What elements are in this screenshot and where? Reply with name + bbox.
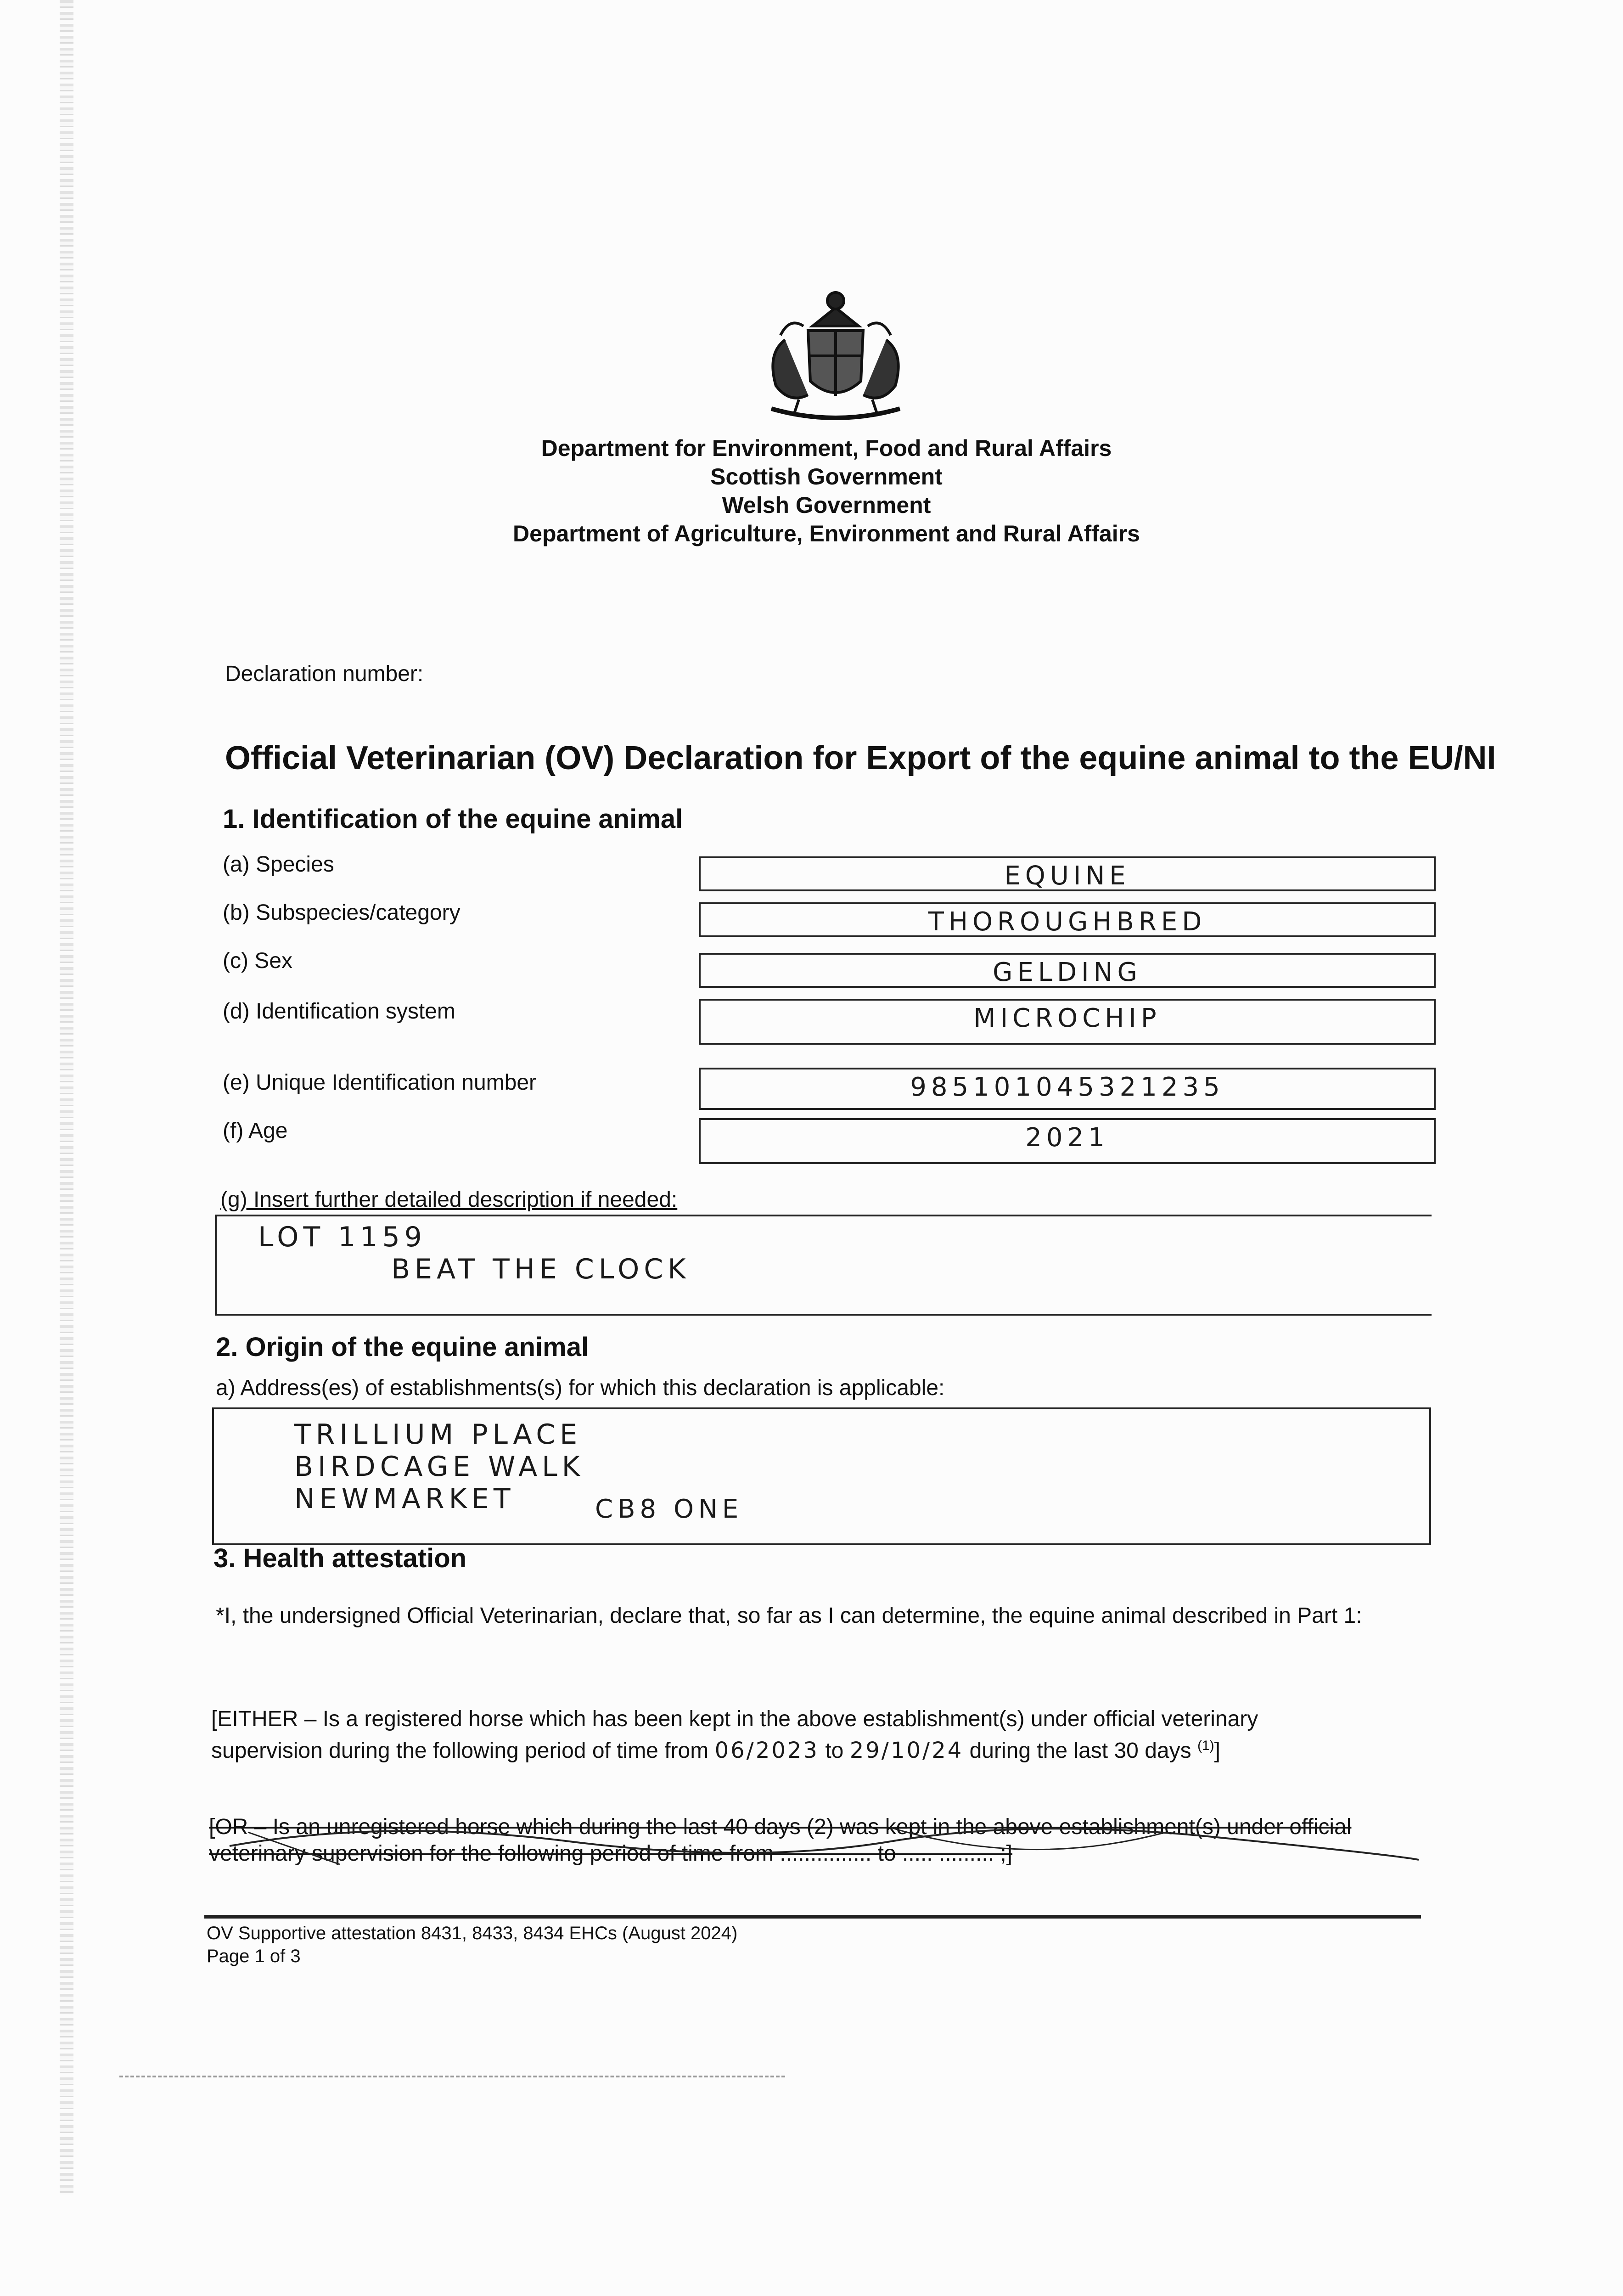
identification-system-label: (d) Identification system bbox=[223, 999, 455, 1024]
either-clause bbox=[211, 1706, 1432, 1764]
declaration-number-label: Declaration number: bbox=[225, 662, 424, 686]
identification-system-field[interactable] bbox=[699, 999, 1436, 1045]
authority-line: Scottish Government bbox=[710, 464, 943, 490]
section-1-heading: 1. Identification of the equine animal bbox=[223, 804, 683, 834]
scan-edge-artifact bbox=[60, 0, 73, 2195]
species-label: (a) Species bbox=[223, 852, 334, 877]
royal-coat-of-arms-logo bbox=[744, 276, 927, 432]
further-description-line: LOT 1159 bbox=[258, 1221, 427, 1253]
species-value: EQUINE bbox=[1004, 861, 1130, 891]
unique-id-value: 985101045321235 bbox=[910, 1072, 1224, 1102]
section-2-heading: 2. Origin of the equine animal bbox=[216, 1332, 589, 1362]
authority-line: Department for Environment, Food and Rural Affairs bbox=[541, 435, 1112, 461]
age-label: (f) Age bbox=[223, 1119, 288, 1143]
period-from-date[interactable]: 06/2023 bbox=[714, 1738, 819, 1763]
footer-rule bbox=[204, 1915, 1421, 1919]
subspecies-field[interactable] bbox=[699, 902, 1436, 937]
footer bbox=[207, 1922, 737, 1968]
address-box[interactable] bbox=[212, 1407, 1431, 1545]
either-clause-line: [EITHER – Is a registered horse which has been kept in the above establishment(s) under official veterinary bbox=[211, 1707, 1258, 1731]
either-clause-line bbox=[211, 1733, 1432, 1764]
issuing-authorities bbox=[413, 434, 1240, 548]
age-value: 2021 bbox=[1025, 1123, 1109, 1153]
address-line: NEWMARKET bbox=[294, 1483, 515, 1515]
address-line: CB8 ONE bbox=[595, 1494, 743, 1524]
sex-value: GELDING bbox=[993, 957, 1142, 987]
page-number: Page 1 of 3 bbox=[207, 1946, 301, 1966]
section-3-heading: 3. Health attestation bbox=[213, 1543, 467, 1573]
footer-attestation-ref: OV Supportive attestation 8431, 8433, 8434 EHCs (August 2024) bbox=[207, 1923, 738, 1943]
further-description-box[interactable] bbox=[215, 1215, 1432, 1316]
identification-system-value: MICROCHIP bbox=[973, 1003, 1161, 1033]
to-word: to bbox=[825, 1739, 844, 1763]
sex-field[interactable] bbox=[699, 953, 1436, 988]
either-close-bracket: ] bbox=[1214, 1739, 1220, 1763]
subspecies-label: (b) Subspecies/category bbox=[223, 900, 461, 925]
further-description-label: (g) Insert further detailed description if needed: bbox=[220, 1187, 678, 1212]
subspecies-value: THOROUGHBRED bbox=[928, 907, 1207, 937]
age-field[interactable] bbox=[699, 1118, 1436, 1164]
scan-artifact-dashes bbox=[119, 2076, 785, 2079]
or-clause-line: veterinary supervision for the following period of time from ............... to ..... ......... ;] bbox=[209, 1841, 1013, 1866]
sex-label: (c) Sex bbox=[223, 949, 293, 973]
unique-id-label: (e) Unique Identification number bbox=[223, 1070, 537, 1095]
further-description-line: BEAT THE CLOCK bbox=[391, 1253, 691, 1285]
strike-through-scribble bbox=[202, 1814, 1442, 1878]
either-clause-text: during the last 30 days bbox=[969, 1739, 1191, 1763]
authority-line: Welsh Government bbox=[722, 492, 931, 518]
species-field[interactable] bbox=[699, 856, 1436, 891]
address-line: BIRDCAGE WALK bbox=[294, 1451, 584, 1483]
unique-id-field[interactable] bbox=[699, 1068, 1436, 1110]
address-label: a) Address(es) of establishments(s) for which this declaration is applicable: bbox=[216, 1376, 945, 1400]
document-title: Official Veterinarian (OV) Declaration for Export of the equine animal to the EU/NI bbox=[225, 740, 1496, 777]
health-attestation-intro: *I, the undersigned Official Veterinarian, declare that, so far as I can determine, the equine animal described in Part 1: bbox=[216, 1604, 1362, 1628]
authority-line: Department of Agriculture, Environment and Rural Affairs bbox=[513, 521, 1140, 546]
footnote-marker: (1) bbox=[1197, 1738, 1214, 1753]
either-clause-text: supervision during the following period of time from bbox=[211, 1739, 709, 1763]
address-line: TRILLIUM PLACE bbox=[294, 1418, 582, 1451]
period-to-date[interactable]: 29/10/24 bbox=[849, 1738, 964, 1763]
or-clause-line: [OR – Is an unregistered horse which during the last 40 days (2) was kept in the above establishment(s) under official bbox=[209, 1815, 1352, 1839]
